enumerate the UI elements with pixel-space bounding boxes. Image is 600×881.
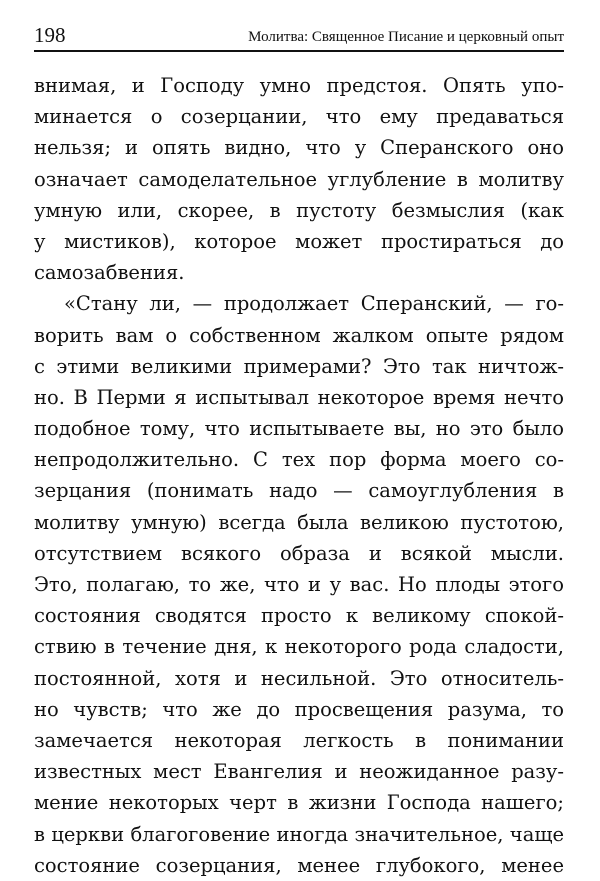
text-line: подобное тому, что испытываете вы, но это было — [34, 417, 564, 441]
text-line: минается о созерцании, что ему предаваться — [34, 105, 564, 129]
text-line: замечается некоторая легкость в понимании — [34, 728, 564, 752]
text-line: состояние созерцания, менее глубокого, менее — [34, 853, 564, 877]
text-line: самозабвения. — [34, 261, 185, 285]
text-line: зерцания (понимать надо — самоуглубления в — [34, 479, 564, 503]
text-line: умную или, скорее, в пустоту безмыслия (как — [34, 198, 564, 222]
text-line: в церкви благоговение иногда значительное, чаще — [34, 822, 564, 846]
paragraph-1 — [34, 70, 564, 288]
page-number: 198 — [34, 23, 66, 47]
text-line: Это, полагаю, то же, что и у вас. Но плоды этого — [34, 573, 564, 596]
body-text — [34, 70, 564, 881]
text-line: молитву умную) всегда была великою пустотою, — [34, 510, 564, 534]
text-line: нельзя; и опять видно, что у Сперанского оно — [34, 136, 564, 160]
text-line: отсутствием всякого образа и всякой мысли. — [34, 541, 564, 565]
text-line: мение некоторых черт в жизни Господа нашего; — [34, 791, 564, 815]
text-line: постоянной, хотя и несильной. Это относитель- — [34, 666, 564, 690]
running-title: Молитва: Священное Писание и церковный опыт — [248, 29, 564, 45]
text-line: но чувств; что же до просвещения разума, то — [34, 697, 564, 721]
text-line: состояния сводятся просто к великому спокой- — [34, 604, 564, 628]
text-line: ворить вам о собственном жалком опыте рядом — [34, 323, 564, 347]
text-line: с этими великими примерами? Это так ничтож- — [34, 354, 564, 378]
text-line: означает самоделательное углубление в молитву — [34, 167, 564, 191]
paragraph-2 — [34, 288, 564, 881]
text-line: но. В Перми я испытывал некоторое время нечто — [34, 385, 564, 409]
text-line: «Стану ли, — продолжает Сперанский, — го- — [64, 292, 564, 316]
text-line: известных мест Евангелия и неожиданное разу- — [34, 760, 564, 784]
running-header — [34, 22, 564, 52]
text-line: непродолжительно. С тех пор форма моего со- — [34, 448, 564, 472]
text-line: внимая, и Господу умно предстоя. Опять упо- — [34, 74, 564, 97]
text-line: ствию в течение дня, к некоторого рода сладости, — [34, 635, 564, 659]
text-line: у мистиков), которое может простираться до — [34, 229, 564, 253]
